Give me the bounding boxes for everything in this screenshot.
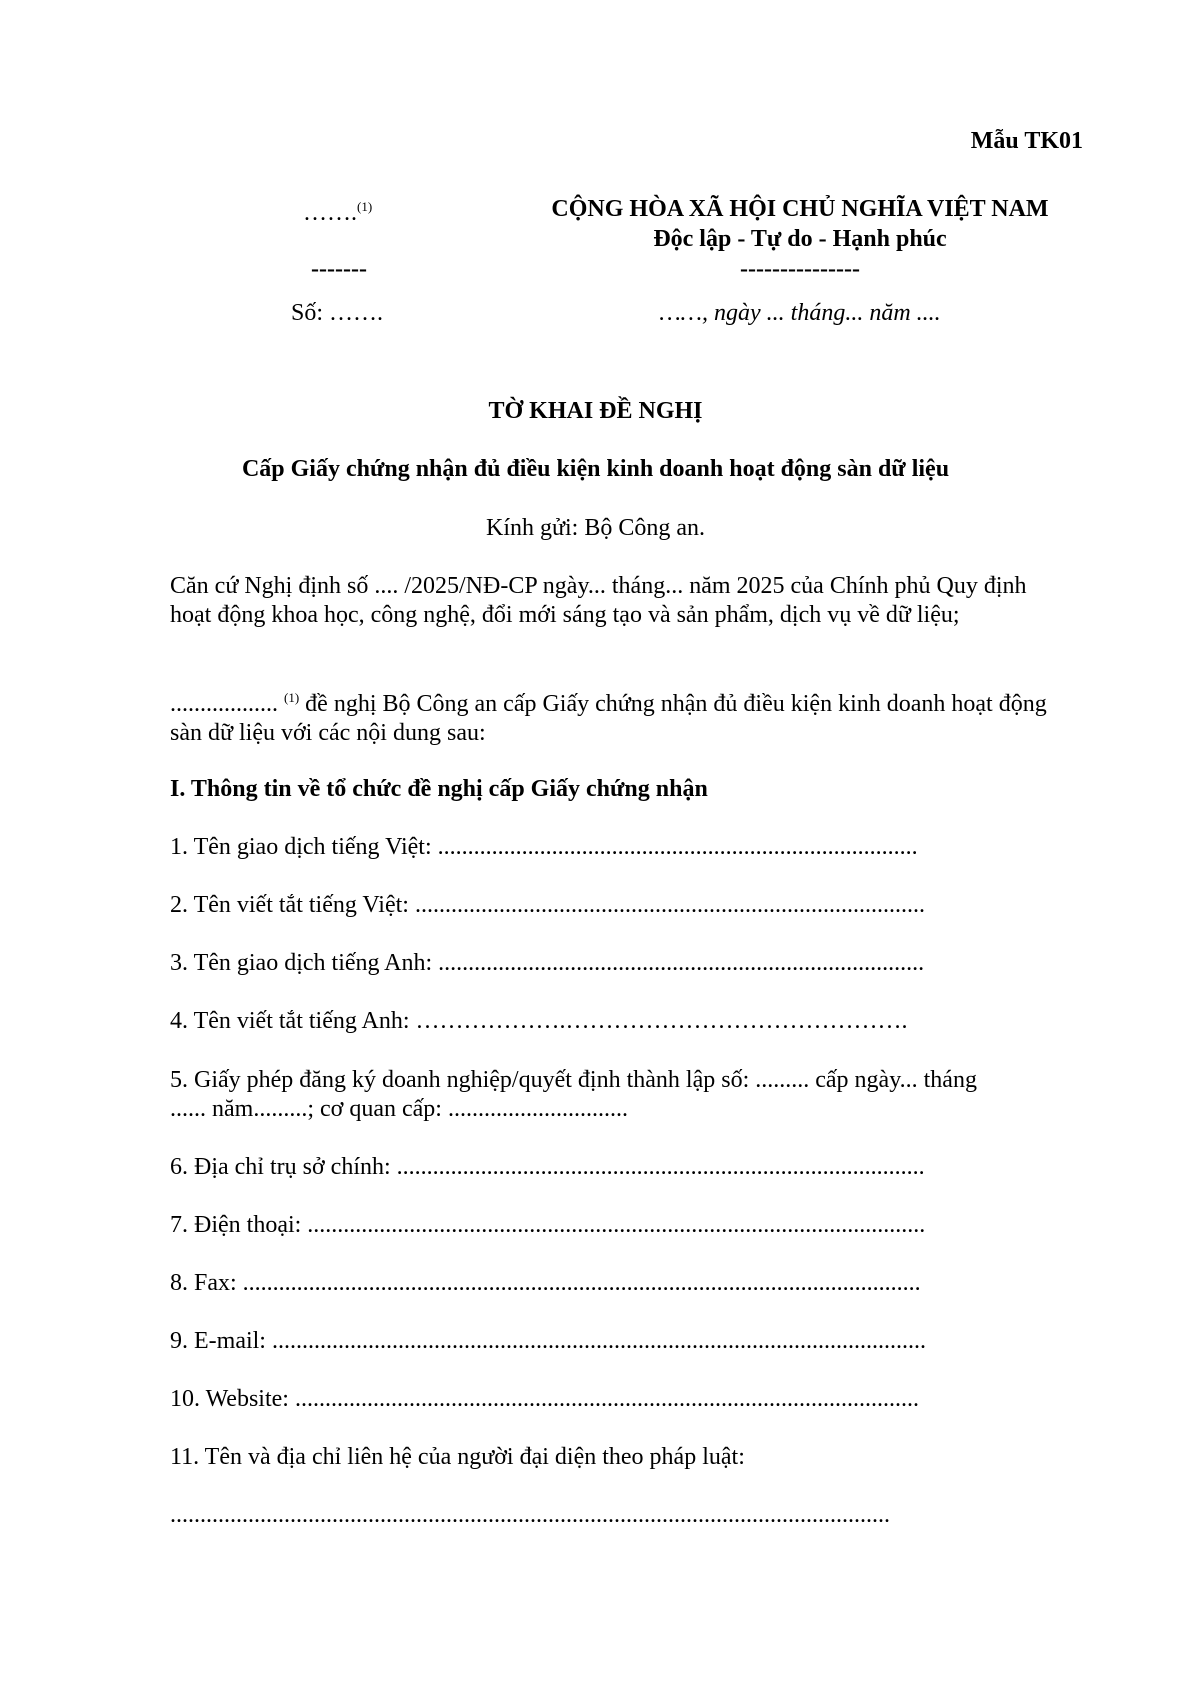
request-paragraph (170, 690, 1070, 748)
section-1-heading: I. Thông tin về tổ chức đề nghị cấp Giấy chứng nhận (170, 776, 708, 802)
agency-name-placeholder (303, 200, 372, 227)
agency-placeholder-text: ……. (303, 200, 357, 226)
field-english-abbreviation[interactable]: 4. Tên viết tắt tiếng Anh: ……………….……………………………………. (170, 1008, 908, 1034)
legal-basis-paragraph: Căn cứ Nghị định số .... /2025/NĐ-CP ngày... tháng... năm 2025 của Chính phủ Quy định hoạt động khoa học, công nghệ, đổi mới sáng tạo và sản phẩm, dịch vụ về dữ liệu; (170, 573, 1027, 628)
agency-footnote-ref: (1) (357, 199, 373, 214)
national-motto: Độc lập - Tự do - Hạnh phúc (653, 226, 947, 252)
field-english-trade-name[interactable]: 3. Tên giao dịch tiếng Anh: ................................................................................. (170, 950, 925, 976)
field-business-license[interactable]: 5. Giấy phép đăng ký doanh nghiệp/quyết định thành lập số: ......... cấp ngày... tháng ...... năm.........; cơ quan cấp: .............................. (170, 1067, 977, 1122)
field-head-office-address[interactable]: 6. Địa chỉ trụ sở chính: ........................................................................................ (170, 1154, 925, 1180)
field-vietnamese-trade-name[interactable]: 1. Tên giao dịch tiếng Việt: ................................................................................ (170, 834, 918, 860)
form-subtitle: Cấp Giấy chứng nhận đủ điều kiện kinh doanh hoạt động sàn dữ liệu (241, 456, 950, 482)
form-title: TỜ KHAI ĐỀ NGHỊ (488, 398, 703, 424)
field-email[interactable]: 9. E-mail: ............................................................................................................. (170, 1328, 926, 1354)
field-fax[interactable]: 8. Fax: ................................................................................................................. (170, 1270, 921, 1296)
date-line: ……, ngày ... tháng... năm .... (659, 300, 941, 326)
requester-placeholder: .................. (170, 691, 278, 717)
request-text: đề nghị Bộ Công an cấp Giấy chứng nhận đủ điều kiện kinh doanh hoạt động sàn dữ liệu với các nội dung sau: (170, 691, 1047, 746)
motto-divider: --------------- (740, 256, 860, 282)
field-legal-representative-line[interactable]: ........................................................................................................................ (170, 1502, 890, 1528)
nation-name: CỘNG HÒA XÃ HỘI CHỦ NGHĨA VIỆT NAM (551, 196, 1049, 222)
requester-footnote-ref: (1) (284, 690, 300, 705)
agency-divider: ------- (311, 256, 367, 282)
recipient-line: Kính gửi: Bộ Công an. (485, 515, 705, 541)
field-vietnamese-abbreviation[interactable]: 2. Tên viết tắt tiếng Việt: ..................................................................................... (170, 892, 925, 918)
field-legal-representative-label: 11. Tên và địa chỉ liên hệ của người đại diện theo pháp luật: (170, 1444, 745, 1470)
document-number: Số: ……. (291, 300, 384, 326)
form-code: Mẫu TK01 (970, 128, 1083, 154)
field-phone[interactable]: 7. Điện thoại: ....................................................................................................... (170, 1212, 926, 1238)
field-website[interactable]: 10. Website: ........................................................................................................ (170, 1386, 919, 1412)
